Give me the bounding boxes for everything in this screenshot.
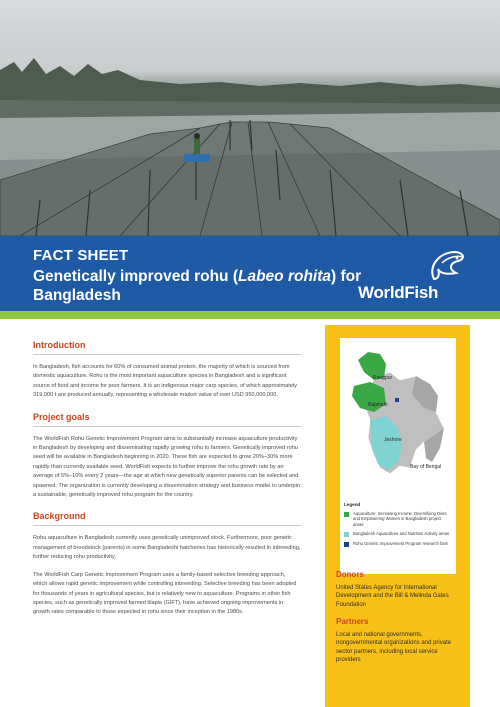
donors-heading: Donors xyxy=(336,570,364,579)
background-paragraph-2: The WorldFish Carp Genetic Improvement Program uses a family-based selective breeding approach, which allows rapid genetic improvement while controlling inbreeding. Selective breeding has been adopted for thousands of years in agricultural species, but is relatively new to aquaculture. Programs in other fish species, such as genetically improved farmed tilapia (GIFT), have achieved ongoing improvements in growth rates comparable to those expected in rohu since their inception in the 1980s. xyxy=(33,571,297,616)
donors-text: United States Agency for International Development and the Bill & Melinda Gates Foundation xyxy=(336,585,449,608)
section-divider xyxy=(33,354,301,355)
logo-wordmark: WorldFish xyxy=(358,283,439,302)
legend-swatch-navy xyxy=(344,542,349,547)
sidebar xyxy=(325,325,470,707)
legend-text: Bangladesh Aquaculture and Nutrition Activity areas xyxy=(353,531,450,537)
bangladesh-map xyxy=(340,338,456,574)
fish-logo-icon xyxy=(358,249,468,283)
section-heading-background: Background xyxy=(33,511,86,522)
title-part-2: ) for Bangladesh xyxy=(33,268,362,304)
accent-bar xyxy=(0,311,500,319)
legend-item xyxy=(344,541,452,547)
section-heading-introduction: Introduction xyxy=(33,340,86,350)
partners-heading: Partners xyxy=(336,617,369,626)
legend-title: Legend xyxy=(344,502,361,507)
map-label-rangpur: Rangpur xyxy=(373,375,393,381)
section-divider xyxy=(33,426,301,427)
legend-text: Aquaculture: Increasing Income, Diversifying Diets and Empowering Women in Bangladesh project areas xyxy=(353,511,447,527)
section-divider xyxy=(33,525,301,526)
legend-swatch-green xyxy=(344,512,349,517)
map-label-rajshahi: Rajshahi xyxy=(368,402,388,408)
map-label-jeshore: Jeshore xyxy=(384,437,402,443)
map-illustration xyxy=(340,338,456,498)
legend-swatch-teal xyxy=(344,532,349,537)
legend-text: Rohu Genetic Improvement Program research farm xyxy=(353,541,449,547)
fish-pond-nets-illustration xyxy=(0,0,500,236)
legend-item xyxy=(344,531,452,537)
title-part-1: Genetically improved rohu ( xyxy=(33,268,238,285)
project-goals-paragraph: The WorldFish Rohu Genetic Improvement Program aims to substantially increase aquaculture productivity in Bangladesh by developing and disseminating rapidly growing rohu to farmers. Genetically improved rohu seed will be available in Bangladesh beginning in 2020. These fish are expected to grow 20%–30% more rapidly than currently available seed. WorldFish expects to further improve the rohu growth rate by an average of 5%–10% every 2 years—the age at which new genetically superior parents can be selected and spawned. The organization is currently developing a dissemination strategy and business model to underpin a sustainable, genetically improved rohu program for the country. xyxy=(33,435,301,499)
partners-text: Local and national governments, nongovernmental organizations and private sector partners, including local service providers xyxy=(336,632,452,664)
document-title xyxy=(33,267,363,305)
introduction-paragraph: In Bangladesh, fish accounts for 60% of consumed animal protein, the majority of which is sourced from domestic aquaculture. Rohu is the most important aquaculture species in Bangladesh and a significant source of food and income for poor farmers. It is an indigenous major carp species, of which approximately 319,000 t are produced annually, representing a wholesale market value of over USD 950,000,000. xyxy=(33,364,297,399)
map-label-bay-of-bengal: Bay of Bengal xyxy=(410,464,442,470)
worldfish-logo xyxy=(358,249,468,301)
section-heading-project-goals: Project goals xyxy=(33,411,90,422)
map-legend xyxy=(344,502,452,551)
main-column xyxy=(33,340,301,626)
background-paragraph-1: Rohu aquaculture in Bangladesh currently uses genetically unimproved stock. Furthermore, poor genetic management of broodstock (parents) in some Bangladeshi hatcheries has historically resulted in inbreeding, further reducing rohu productivity. xyxy=(33,535,301,561)
document-type: FACT SHEET xyxy=(33,247,129,264)
title-species: Labeo rohita xyxy=(238,268,332,285)
cover-photo xyxy=(0,0,500,236)
legend-item xyxy=(344,511,452,527)
